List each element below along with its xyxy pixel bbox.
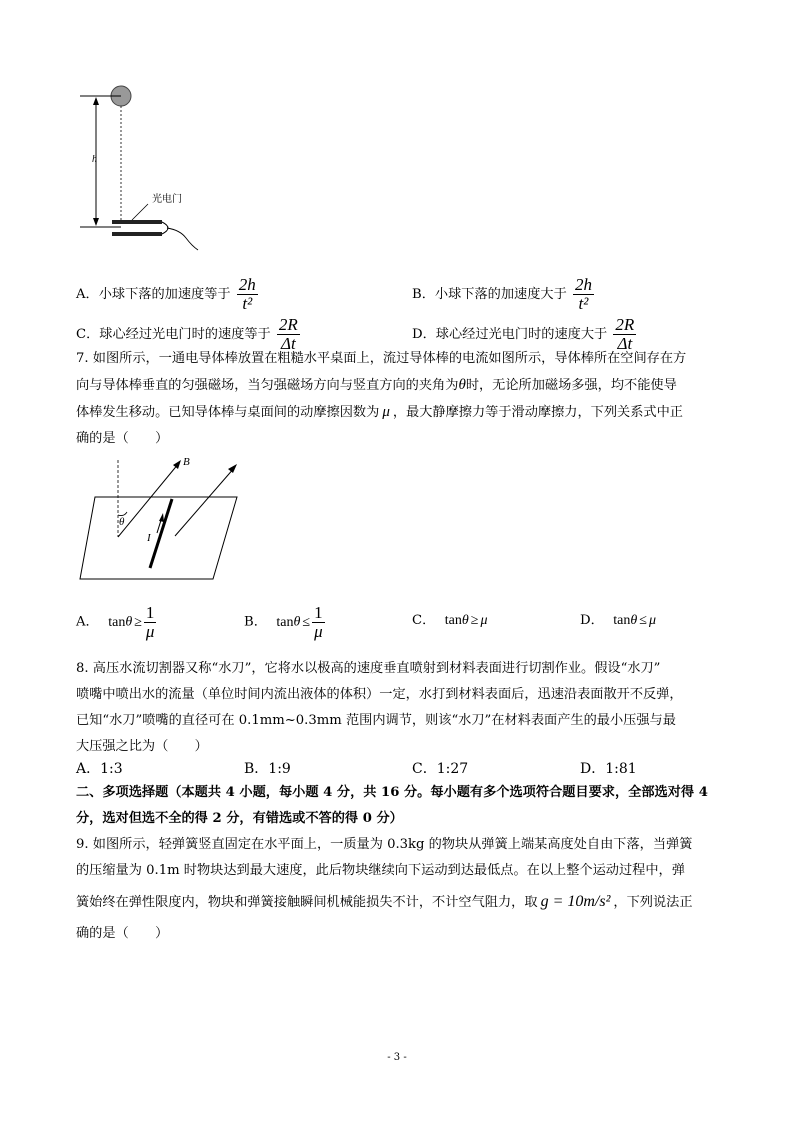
q8-option-a: A．1:3 — [76, 761, 123, 777]
q6-option-a: A．小球下落的加速度等于 $\frac{2h}{\text{t²}}$ — [76, 275, 256, 313]
photogate-label: 光电门 — [152, 194, 182, 205]
q6-option-b: B．小球下落的加速度大于 $\frac{2h}{\text{t²}}$ — [412, 275, 592, 313]
field-b-label: B — [183, 456, 190, 468]
photogate-figure — [70, 82, 210, 252]
q8-option-b: B．1:9 — [244, 761, 291, 777]
field-b-arrow — [118, 463, 179, 537]
q7-option-c: C． tanθ ≥ μ — [412, 613, 488, 628]
current-label: I — [147, 532, 151, 544]
height-label: h — [92, 154, 97, 165]
page-number: - 3 - — [387, 1052, 407, 1063]
q8-option-c: C．1:27 — [412, 761, 469, 777]
q8-stem: 8. 高压水流切割器又称“水刀”，它将水以极高的速度垂直喷射到材料表面进行切割作业。假设“水刀” 喷嘴中喷出水的流量（单位时间内流出液体的体积）一定，水打到材料表面后，迅速沿表面散开不反弹， 已知“水刀”喷嘴的直径可在 0.1mm~0.3mm 范围内调节，则该“水刀”在材料表面产生的最小压强与最 大压强之比为（ ） — [76, 661, 683, 754]
photogate — [112, 220, 162, 224]
q6-frac-num: 2h — [238, 275, 256, 294]
angle-theta-label: θ — [119, 516, 125, 528]
q7-option-b: B． tanθ ≤ $\frac{1}{\mu}$ — [244, 603, 323, 641]
q6-option-c: C．球心经过光电门时的速度等于 $\frac{2R}{\Delta t}$ — [76, 315, 298, 353]
q8-option-d: D．1:81 — [580, 761, 637, 777]
q9-stem: 9. 如图所示，轻弹簧竖直固定在水平面上，一质量为 0.3kg 的物块从弹簧上端某高度处自由下落，当弹簧 的压缩量为 0.1m 时物块达到最大速度，此后物块继续向下运动到达最低点。在以上整个运动过程中，弹 簧始终在弹性限度内，物块和弹簧接触瞬间机械能损失不计，不计空气阻力，取 g = 10m/s² ，下列说法正 确的是（ ） — [76, 837, 693, 941]
conductor-figure — [75, 455, 255, 585]
q6-frac-den: t² — [242, 293, 253, 313]
section-2-heading: 二、多项选择题（本题共 4 小题，每小题 4 分，共 16 分。每小题有多个选项符合题目要求，全部选对得 4 分，选对但选不全的得 2 分，有错选或不答的得 0 分） — [76, 785, 708, 826]
q6-option-d: D．球心经过光电门时的速度大于 $\frac{2R}{\Delta t}$ — [412, 315, 635, 353]
q7-option-d: D． tanθ ≤ μ — [580, 613, 656, 628]
conductor-rod — [150, 499, 172, 568]
q7-stem: 7. 如图所示，一通电导体棒放置在粗糙水平桌面上，流过导体棒的电流如图所示，导体棒所在空间存在方 向与导体棒垂直的匀强磁场，当匀强磁场方向与竖直方向的夹角为θ时，无论所加磁场多强，均不能使导 体棒发生移动。已知导体棒与桌面间的动摩擦因数为 μ ，最大静摩擦力等于滑动摩擦力，下列关系式中正 确的是（ ） — [76, 351, 687, 446]
q7-option-a: A． tanθ ≥ $\frac{1}{\mu}$ — [76, 603, 155, 641]
